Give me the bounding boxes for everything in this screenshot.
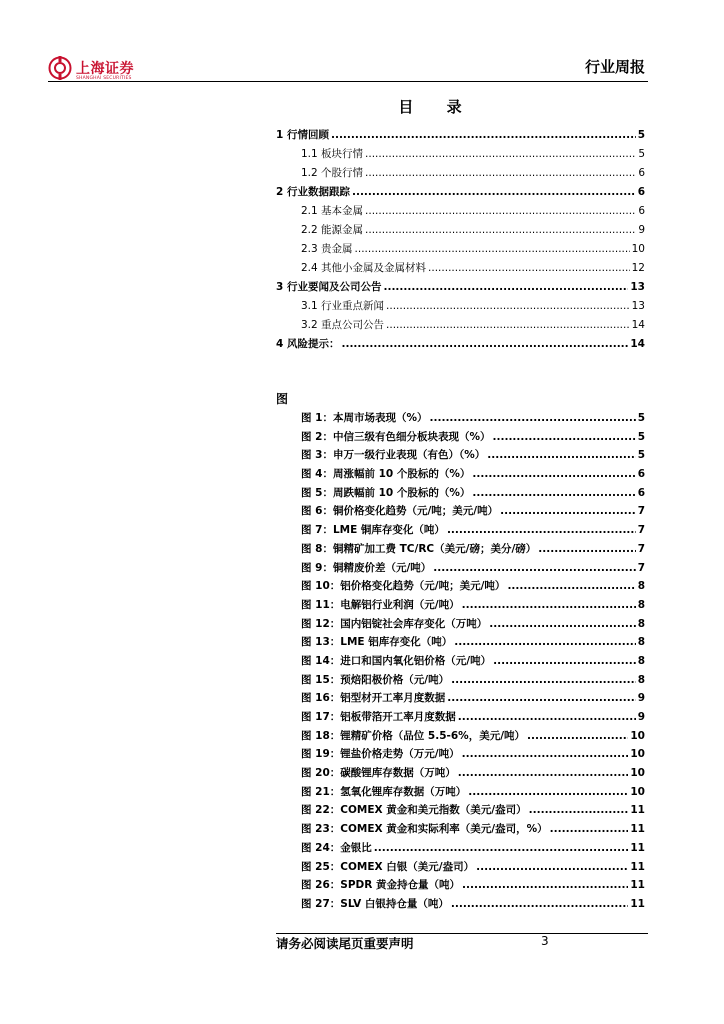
entry-page-number: 6 xyxy=(638,167,645,179)
entry-page-number: 11 xyxy=(630,897,645,910)
logo-chinese-name: 上海证券 xyxy=(76,61,134,77)
entry-page-number: 14 xyxy=(630,338,645,350)
figure-entry[interactable] xyxy=(276,578,645,597)
dot-leader xyxy=(500,505,636,517)
dot-leader xyxy=(447,524,636,536)
entry-page-number: 13 xyxy=(631,300,645,312)
entry-label: 2.4 其他小金属及金属材料 xyxy=(301,262,427,274)
dot-leader xyxy=(451,674,636,686)
dot-leader xyxy=(451,898,629,910)
entry-label: 图 4：周涨幅前 10 个股标的（%） xyxy=(301,468,471,481)
dot-leader xyxy=(550,823,629,835)
entry-page-number: 7 xyxy=(637,524,645,537)
entry-label: 3.1 行业重点新闻 xyxy=(301,300,385,312)
figure-entry[interactable] xyxy=(276,616,645,635)
toc-title: 目 录 xyxy=(398,98,476,116)
entry-page-number: 7 xyxy=(637,505,645,518)
figure-entry[interactable] xyxy=(276,896,645,915)
entry-page-number: 8 xyxy=(637,654,645,667)
entry-page-number: 5 xyxy=(638,148,645,160)
dot-leader xyxy=(341,338,628,350)
figure-entry[interactable] xyxy=(276,634,645,653)
entry-label: 图 2：中信三级有色细分板块表现（%） xyxy=(301,430,491,443)
dot-leader xyxy=(433,562,635,574)
toc-entry[interactable] xyxy=(276,298,645,317)
entry-page-number: 7 xyxy=(637,561,645,574)
toc-entry[interactable] xyxy=(276,336,645,355)
entry-label: 1 行情回顾 xyxy=(276,129,329,141)
entry-label: 1.1 板块行情 xyxy=(301,148,364,160)
dot-leader xyxy=(489,618,635,630)
dot-leader xyxy=(462,599,636,611)
report-type-label: 行业周报 xyxy=(584,58,645,76)
entry-page-number: 10 xyxy=(630,748,645,761)
dot-leader xyxy=(529,804,629,816)
entry-label: 图 20：碳酸锂库存数据（万吨） xyxy=(301,767,456,780)
entry-page-number: 13 xyxy=(630,281,645,293)
entry-page-number: 10 xyxy=(630,767,645,780)
figure-entry[interactable] xyxy=(276,466,645,485)
dot-leader xyxy=(462,879,628,891)
figure-entry[interactable] xyxy=(276,877,645,896)
entry-label: 图 7：LME 铜库存变化（吨） xyxy=(301,524,445,537)
toc-entry[interactable] xyxy=(276,203,645,222)
toc-entry[interactable] xyxy=(276,184,645,203)
dot-leader xyxy=(355,243,630,255)
toc-entry[interactable] xyxy=(276,146,645,165)
figure-entry[interactable] xyxy=(276,802,645,821)
dot-leader xyxy=(365,205,636,217)
toc-entry[interactable] xyxy=(276,222,645,241)
entry-page-number: 14 xyxy=(631,319,645,331)
entry-page-number: 6 xyxy=(637,186,645,198)
dot-leader xyxy=(472,487,635,499)
entry-label: 1.2 个股行情 xyxy=(301,167,364,179)
entry-page-number: 8 xyxy=(637,673,645,686)
entry-label: 图 11：电解铝行业利润（元/吨） xyxy=(301,598,460,611)
figure-entry[interactable] xyxy=(276,859,645,878)
entry-label: 图 26：SPDR 黄金持仓量（吨） xyxy=(301,879,460,892)
figure-entry[interactable] xyxy=(276,690,645,709)
dot-leader xyxy=(454,636,635,648)
entry-page-number: 8 xyxy=(637,636,645,649)
entry-page-number: 10 xyxy=(630,729,645,742)
entry-label: 图 5：周跌幅前 10 个股标的（%） xyxy=(301,486,471,499)
entry-page-number: 11 xyxy=(630,879,645,892)
entry-label: 图 24：金银比 xyxy=(301,841,372,854)
entry-label: 3 行业要闻及公司公告 xyxy=(276,281,382,293)
entry-label: 3.2 重点公司公告 xyxy=(301,319,385,331)
figure-entry[interactable] xyxy=(276,429,645,448)
entry-label: 图 22：COMEX 黄金和美元指数（美元/盎司） xyxy=(301,804,527,817)
figure-entry[interactable] xyxy=(276,821,645,840)
toc-entry[interactable] xyxy=(276,127,645,146)
entry-page-number: 9 xyxy=(638,224,645,236)
entry-page-number: 8 xyxy=(637,580,645,593)
figure-entry[interactable] xyxy=(276,765,645,784)
dot-leader xyxy=(352,186,636,198)
entry-page-number: 11 xyxy=(630,823,645,836)
entry-label: 2.3 贵金属 xyxy=(301,243,353,255)
logo-seal-icon xyxy=(48,56,72,80)
dot-leader xyxy=(429,412,635,424)
toc-entry[interactable] xyxy=(276,165,645,184)
logo-english-name: SHANGHAI SECURITIES xyxy=(76,76,132,81)
figure-entry[interactable] xyxy=(276,653,645,672)
entry-page-number: 5 xyxy=(637,129,645,141)
dot-leader xyxy=(386,300,630,312)
entry-page-number: 6 xyxy=(637,486,645,499)
toc-list xyxy=(276,127,645,355)
figure-entry[interactable] xyxy=(276,560,645,579)
entry-label: 图 1：本周市场表现（%） xyxy=(301,412,428,424)
header-divider xyxy=(48,81,648,82)
figure-entry[interactable] xyxy=(276,784,645,803)
entry-label: 图 18：锂精矿价格（品位 5.5-6%，美元/吨） xyxy=(301,729,526,742)
entry-label: 图 10：铝价格变化趋势（元/吨；美元/吨） xyxy=(301,580,506,593)
entry-page-number: 6 xyxy=(637,468,645,481)
entry-label: 图 13：LME 铝库存变化（吨） xyxy=(301,636,453,649)
figure-entry[interactable] xyxy=(276,522,645,541)
figure-entry[interactable] xyxy=(276,728,645,747)
dot-leader xyxy=(472,468,635,480)
dot-leader xyxy=(468,786,628,798)
dot-leader xyxy=(538,543,635,555)
dot-leader xyxy=(492,431,635,443)
entry-label: 4 风险提示： xyxy=(276,338,340,350)
entry-label: 图 21：氢氧化锂库存数据（万吨） xyxy=(301,785,467,798)
entry-label: 图 15：预焙阳极价格（元/吨） xyxy=(301,673,450,686)
dot-leader xyxy=(365,224,636,236)
entry-label: 图 23：COMEX 黄金和实际利率（美元/盎司，%） xyxy=(301,823,548,836)
entry-label: 图 27：SLV 白银持仓量（吨） xyxy=(301,897,449,910)
figure-entry[interactable] xyxy=(276,746,645,765)
dot-leader xyxy=(458,711,636,723)
entry-label: 图 6：铜价格变化趋势（元/吨；美元/吨） xyxy=(301,505,499,518)
entry-label: 图 9：铜精废价差（元/吨） xyxy=(301,561,432,574)
figure-entry[interactable] xyxy=(276,541,645,560)
entry-page-number: 9 xyxy=(637,711,645,723)
entry-label: 2.2 能源金属 xyxy=(301,224,364,236)
entry-page-number: 11 xyxy=(630,804,645,817)
dot-leader xyxy=(527,730,628,742)
entry-label: 图 25：COMEX 白银（美元/盎司） xyxy=(301,860,475,873)
dot-leader xyxy=(462,748,629,760)
entry-page-number: 11 xyxy=(630,841,645,854)
figure-entry[interactable] xyxy=(276,485,645,504)
entry-page-number: 10 xyxy=(630,785,645,798)
figure-list xyxy=(276,410,645,915)
entry-label: 图 17：铝板带箔开工率月度数据 xyxy=(301,711,456,723)
dot-leader xyxy=(331,129,636,141)
figure-entry[interactable] xyxy=(276,709,645,728)
entry-label: 图 12：国内铝锭社会库存变化（万吨） xyxy=(301,617,488,630)
entry-page-number: 8 xyxy=(637,598,645,611)
entry-page-number: 5 xyxy=(637,449,645,462)
figure-entry[interactable] xyxy=(276,447,645,466)
toc-entry[interactable] xyxy=(276,260,645,279)
page-number: 3 xyxy=(541,934,549,948)
toc-entry[interactable] xyxy=(276,241,645,260)
entry-label: 图 3：申万一级行业表现（有色）（%） xyxy=(301,449,486,462)
entry-page-number: 6 xyxy=(638,205,645,217)
disclaimer-note: 请务必阅读尾页重要声明 xyxy=(276,936,414,951)
entry-page-number: 7 xyxy=(637,542,645,555)
figures-heading: 图 xyxy=(276,392,289,406)
entry-page-number: 11 xyxy=(630,860,645,873)
dot-leader xyxy=(476,861,628,873)
entry-page-number: 9 xyxy=(637,692,645,705)
entry-label: 2 行业数据跟踪 xyxy=(276,186,350,198)
entry-page-number: 12 xyxy=(631,262,645,274)
toc-entry[interactable] xyxy=(276,317,645,336)
dot-leader xyxy=(447,692,635,704)
entry-page-number: 5 xyxy=(637,412,645,424)
dot-leader xyxy=(493,655,636,667)
figure-entry[interactable] xyxy=(276,597,645,616)
dot-leader xyxy=(386,319,630,331)
figure-entry[interactable] xyxy=(276,672,645,691)
dot-leader xyxy=(458,767,629,779)
entry-page-number: 10 xyxy=(631,243,645,255)
figure-entry[interactable] xyxy=(276,503,645,522)
entry-label: 图 8：铜精矿加工费 TC/RC（美元/磅；美分/磅） xyxy=(301,542,537,555)
figure-entry[interactable] xyxy=(276,840,645,859)
entry-page-number: 5 xyxy=(637,430,645,443)
dot-leader xyxy=(487,449,635,461)
entry-label: 图 19：锂盐价格走势（万元/吨） xyxy=(301,748,460,761)
entry-label: 图 14：进口和国内氧化铝价格（元/吨） xyxy=(301,654,492,667)
figure-entry[interactable] xyxy=(276,410,645,429)
dot-leader xyxy=(428,262,630,274)
dot-leader xyxy=(365,148,636,160)
entry-page-number: 8 xyxy=(637,617,645,630)
dot-leader xyxy=(374,842,629,854)
entry-label: 2.1 基本金属 xyxy=(301,205,364,217)
entry-label: 图 16：铝型材开工率月度数据 xyxy=(301,692,446,705)
dot-leader xyxy=(365,167,636,179)
dot-leader xyxy=(383,281,628,293)
toc-entry[interactable] xyxy=(276,279,645,298)
dot-leader xyxy=(507,580,635,592)
